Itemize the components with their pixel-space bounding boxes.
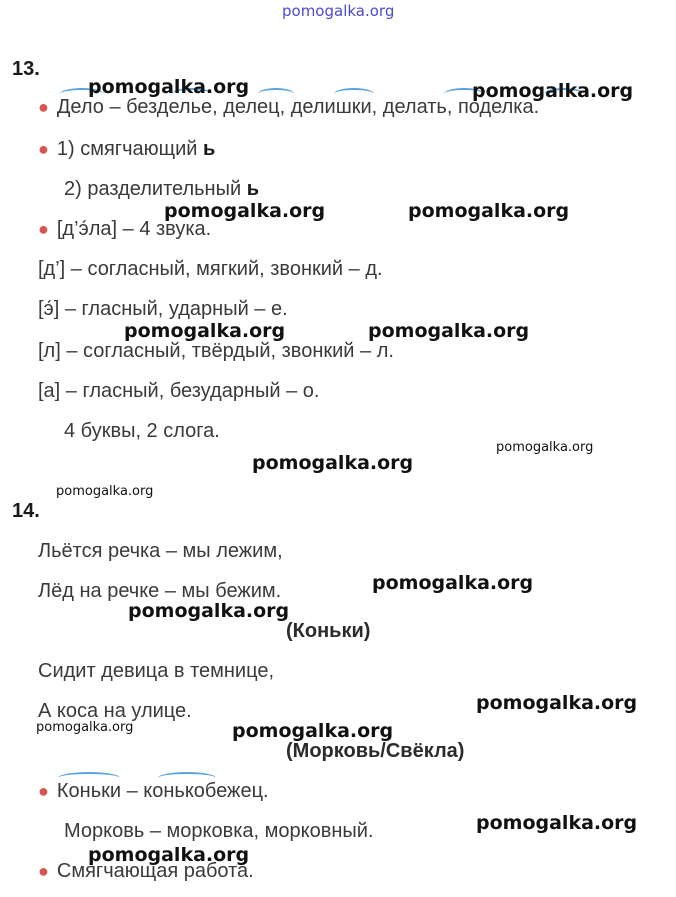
sound-analysis-2: [э́] – гласный, ударный – е.: [38, 298, 288, 320]
watermark: pomogalka.org: [476, 812, 638, 834]
task-13-line-2: [38, 138, 215, 161]
sound-analysis-4: [а] – гласный, безударный – о.: [38, 380, 320, 402]
watermark: pomogalka.org: [408, 200, 570, 222]
bullet-icon: ●: [38, 861, 49, 881]
bullet-icon: ●: [38, 219, 49, 239]
watermark: pomogalka.org: [124, 320, 286, 342]
carrot-word-family: Морковь – морковка, морковный.: [64, 820, 374, 842]
watermark: pomogalka.org: [164, 200, 326, 222]
separating-sign-letter: ь: [246, 178, 259, 200]
riddle-2-answer: (Морковь/Свёкла): [286, 740, 465, 762]
watermark: pomogalka.org: [128, 600, 290, 622]
task-13-line-1: [38, 96, 539, 119]
skates-word-family: Коньки – конькобежец.: [56, 780, 269, 802]
watermark: pomogalka.org: [496, 440, 594, 455]
riddle-2-line-1: Сидит девица в темнице,: [38, 660, 275, 682]
watermark: pomogalka.org: [56, 484, 154, 499]
task-14-number: 14.: [12, 500, 40, 522]
soft-work-text: Смягчающая работа.: [56, 860, 254, 882]
sound-analysis-1: [д’] – согласный, мягкий, звонкий – д.: [38, 258, 383, 280]
task-13-number: 13.: [12, 58, 40, 80]
task-13-line-3: [64, 178, 259, 201]
task-14-bullet-1: [38, 780, 269, 803]
watermark: pomogalka.org: [88, 844, 250, 866]
riddle-1-line-1: Льётся речка – мы лежим,: [38, 540, 283, 562]
bullet-icon: ●: [38, 139, 49, 159]
watermark: pomogalka.org: [472, 80, 634, 102]
bullet-icon: ●: [38, 97, 49, 117]
watermark: pomogalka.org: [476, 692, 638, 714]
sound-analysis-3: [л] – согласный, твёрдый, звонкий – л.: [38, 340, 394, 362]
bullet-icon: ●: [38, 781, 49, 801]
watermark-top: pomogalka.org: [282, 2, 395, 20]
watermark: pomogalka.org: [232, 720, 394, 742]
soft-sign-label: 1) смягчающий: [56, 138, 203, 160]
word-family-text: Дело – безделье, делец, делишки, делать, поделка.: [56, 96, 540, 118]
separating-sign-label: 2) разделительный: [64, 178, 247, 200]
riddle-1-answer: (Коньки): [286, 620, 371, 642]
transcription-text: [д’э́ла] – 4 звука.: [56, 218, 212, 240]
watermark: pomogalka.org: [252, 452, 414, 474]
letters-syllables-summary: 4 буквы, 2 слога.: [64, 420, 220, 442]
riddle-2-line-2: А коса на улице.: [38, 700, 192, 722]
watermark: pomogalka.org: [368, 320, 530, 342]
soft-sign-letter: ь: [203, 138, 216, 160]
watermark: pomogalka.org: [372, 572, 534, 594]
watermark: pomogalka.org: [36, 720, 134, 735]
watermark: pomogalka.org: [88, 76, 250, 98]
riddle-1-line-2: Лёд на речке – мы бежим.: [38, 580, 282, 602]
